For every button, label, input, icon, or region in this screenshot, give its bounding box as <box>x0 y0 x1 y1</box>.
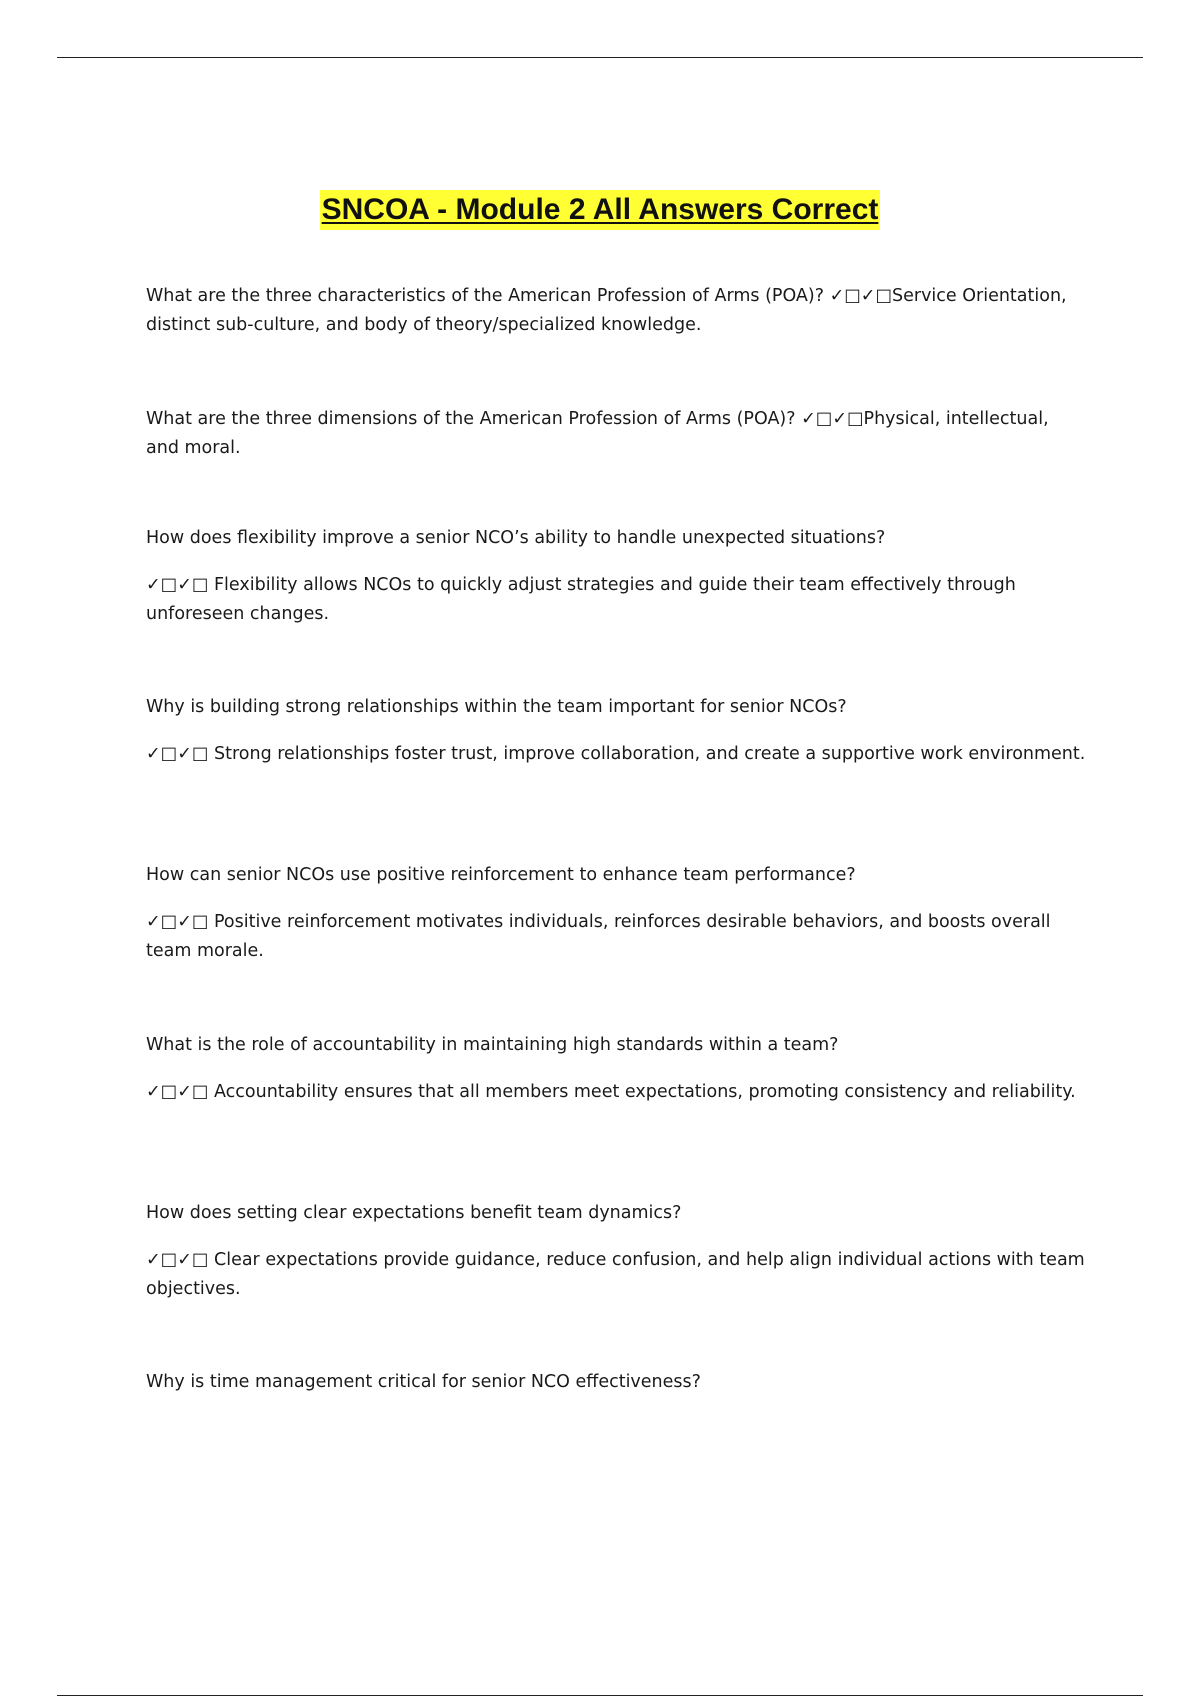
answer-text: Clear expectations provide guidance, reduce confusion, and help align individual actions with team objectives. <box>146 1250 1085 1299</box>
check-marker: ✓□✓□ <box>146 744 209 764</box>
answer-text: Physical, intellectual, and moral. <box>146 409 1049 458</box>
answer-line <box>146 908 1086 966</box>
answer-text: Service Orientation, distinct sub-culture, and body of theory/specialized knowledge. <box>146 286 1067 335</box>
answer-line <box>146 740 1086 769</box>
qa-item-7 <box>146 1199 1086 1304</box>
answer-text: Strong relationships foster trust, improve collaboration, and create a supportive work environment. <box>213 744 1086 764</box>
answer-line <box>146 1246 1086 1304</box>
question-text: How can senior NCOs use positive reinforcement to enhance team performance? <box>146 865 856 885</box>
qa-item-5 <box>146 861 1086 966</box>
qa-inline-text <box>146 405 1086 463</box>
question-text: What are the three dimensions of the American Profession of Arms (POA)? <box>146 409 796 429</box>
answer-text: Accountability ensures that all members meet expectations, promoting consistency and reliability. <box>213 1082 1076 1102</box>
question-text: Why is building strong relationships within the team important for senior NCOs? <box>146 697 847 717</box>
qa-item-6 <box>146 1031 1086 1107</box>
answer-line <box>146 1078 1086 1107</box>
page-top-rule <box>57 57 1143 58</box>
page-bottom-rule <box>57 1695 1143 1696</box>
qa-inline-text <box>146 282 1086 340</box>
qa-item-4 <box>146 693 1086 769</box>
check-marker: ✓□✓□ <box>829 286 892 306</box>
qa-item-3 <box>146 524 1086 629</box>
check-marker: ✓□✓□ <box>146 575 209 595</box>
question-text: How does flexibility improve a senior NCO’s ability to handle unexpected situations? <box>146 528 886 548</box>
answer-text: Flexibility allows NCOs to quickly adjust strategies and guide their team effectively through unforeseen changes. <box>146 575 1016 624</box>
question-text: How does setting clear expectations benefit team dynamics? <box>146 1203 682 1223</box>
check-marker: ✓□✓□ <box>801 409 864 429</box>
question-text: What is the role of accountability in maintaining high standards within a team? <box>146 1035 839 1055</box>
qa-item-8 <box>146 1368 1086 1397</box>
check-marker: ✓□✓□ <box>146 1250 209 1270</box>
check-marker: ✓□✓□ <box>146 1082 209 1102</box>
qa-item-1 <box>146 282 1086 340</box>
document-title: SNCOA - Module 2 All Answers Correct <box>320 190 881 230</box>
title-block <box>0 190 1200 230</box>
question-text: What are the three characteristics of the American Profession of Arms (POA)? <box>146 286 825 306</box>
qa-item-2 <box>146 405 1086 463</box>
answer-text: Positive reinforcement motivates individuals, reinforces desirable behaviors, and boosts overall team morale. <box>146 912 1051 961</box>
check-marker: ✓□✓□ <box>146 912 209 932</box>
question-text: Why is time management critical for senior NCO effectiveness? <box>146 1372 701 1392</box>
answer-line <box>146 571 1086 629</box>
